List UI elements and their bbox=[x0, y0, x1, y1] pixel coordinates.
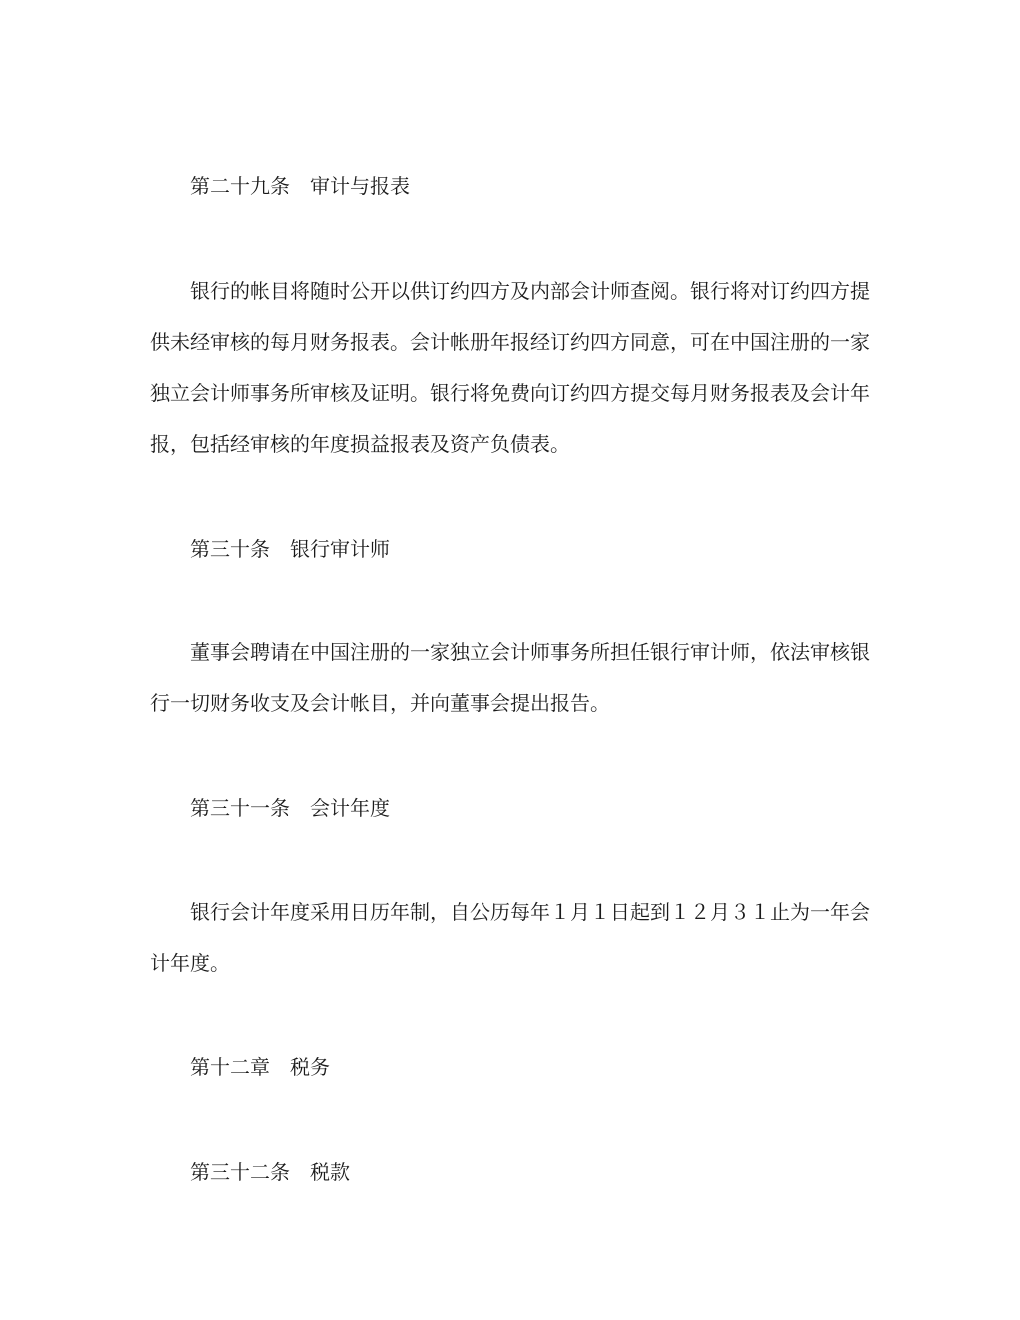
article-29-line-2: 供未经审核的每月财务报表。会计帐册年报经订约四方同意，可在中国注册的一家 bbox=[150, 330, 870, 354]
article-32-heading: 第三十二条 税款 bbox=[190, 1160, 350, 1184]
article-30-line-2: 行一切财务收支及会计帐目，并向董事会提出报告。 bbox=[150, 691, 610, 715]
article-29-line-1: 银行的帐目将随时公开以供订约四方及内部会计师查阅。银行将对订约四方提 bbox=[150, 279, 870, 303]
article-29-line-4: 报，包括经审核的年度损益报表及资产负债表。 bbox=[150, 432, 570, 456]
article-30-line-1: 董事会聘请在中国注册的一家独立会计师事务所担任银行审计师，依法审核银 bbox=[150, 640, 870, 664]
article-31-heading: 第三十一条 会计年度 bbox=[190, 796, 390, 820]
article-30-heading: 第三十条 银行审计师 bbox=[190, 537, 390, 561]
article-29-line-3: 独立会计师事务所审核及证明。银行将免费向订约四方提交每月财务报表及会计年 bbox=[150, 381, 870, 405]
article-29-heading: 第二十九条 审计与报表 bbox=[190, 174, 410, 198]
article-31-line-1: 银行会计年度采用日历年制，自公历每年１月１日起到１２月３１止为一年会 bbox=[150, 900, 870, 924]
article-31-line-2: 计年度。 bbox=[150, 951, 230, 975]
chapter-12-heading: 第十二章 税务 bbox=[190, 1055, 330, 1079]
